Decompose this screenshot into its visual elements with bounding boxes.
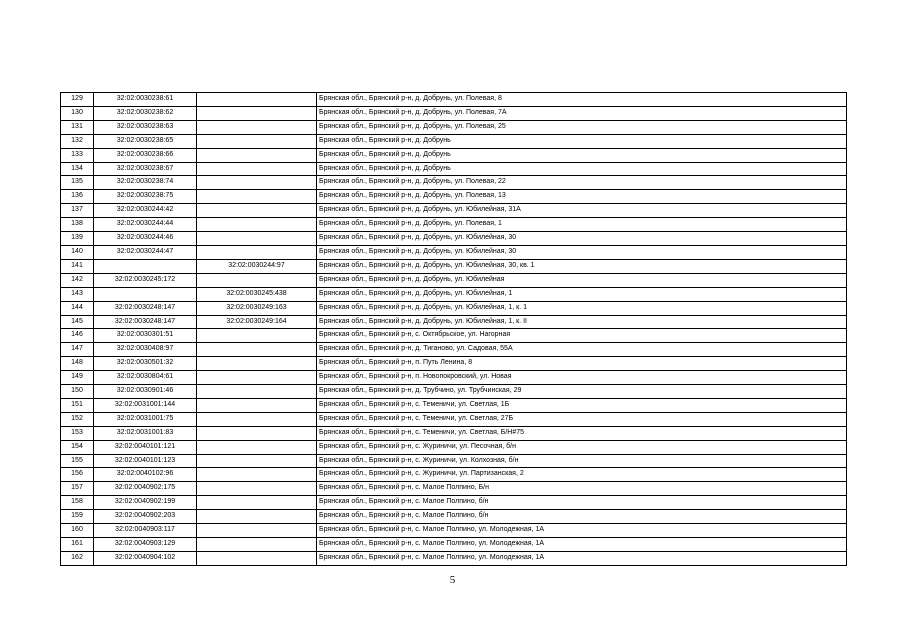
address-cell: Брянская обл., Брянский р-н, с. Малое Полпино, б/н bbox=[317, 510, 847, 524]
object-cadastral-number-cell bbox=[197, 190, 317, 204]
cadastral-number-cell: 32:02:0040902:175 bbox=[94, 482, 197, 496]
object-cadastral-number-cell bbox=[197, 245, 317, 259]
address-cell: Брянская обл., Брянский р-н, д. Добрунь, ул. Юбилейная, 30, кв. 1 bbox=[317, 259, 847, 273]
object-cadastral-number-cell: 32:02:0030249:164 bbox=[197, 315, 317, 329]
cadastral-number-cell bbox=[94, 259, 197, 273]
address-cell: Брянская обл., Брянский р-н, с. Теменичи, ул. Светлая, Б/Н#75 bbox=[317, 426, 847, 440]
address-cell: Брянская обл., Брянский р-н, д. Добрунь, ул. Полевая, 8 bbox=[317, 93, 847, 107]
table-row bbox=[61, 329, 847, 343]
table-row bbox=[61, 204, 847, 218]
row-number-cell: 134 bbox=[61, 162, 94, 176]
row-number-cell: 146 bbox=[61, 329, 94, 343]
row-number-cell: 149 bbox=[61, 371, 94, 385]
object-cadastral-number-cell bbox=[197, 510, 317, 524]
table-row bbox=[61, 510, 847, 524]
object-cadastral-number-cell bbox=[197, 551, 317, 565]
row-number-cell: 158 bbox=[61, 496, 94, 510]
address-cell: Брянская обл., Брянский р-н, п. Новопокровский, ул. Новая bbox=[317, 371, 847, 385]
table-row bbox=[61, 385, 847, 399]
cadastral-number-cell: 32:02:0030248:147 bbox=[94, 315, 197, 329]
row-number-cell: 133 bbox=[61, 148, 94, 162]
table-row bbox=[61, 273, 847, 287]
cadastral-number-cell: 32:02:0030408:97 bbox=[94, 343, 197, 357]
address-cell: Брянская обл., Брянский р-н, д. Тиганово, ул. Садовая, 55А bbox=[317, 343, 847, 357]
table-row bbox=[61, 454, 847, 468]
cadastral-number-cell: 32:02:0030244:46 bbox=[94, 232, 197, 246]
cadastral-number-cell: 32:02:0030244:42 bbox=[94, 204, 197, 218]
row-number-cell: 138 bbox=[61, 218, 94, 232]
row-number-cell: 135 bbox=[61, 176, 94, 190]
row-number-cell: 141 bbox=[61, 259, 94, 273]
object-cadastral-number-cell bbox=[197, 426, 317, 440]
address-cell: Брянская обл., Брянский р-н, с. Теменичи, ул. Светлая, 1Б bbox=[317, 398, 847, 412]
row-number-cell: 143 bbox=[61, 287, 94, 301]
table-row bbox=[61, 287, 847, 301]
object-cadastral-number-cell bbox=[197, 232, 317, 246]
address-cell: Брянская обл., Брянский р-н, д. Добрунь, ул. Юбилейная, 31А bbox=[317, 204, 847, 218]
object-cadastral-number-cell bbox=[197, 148, 317, 162]
row-number-cell: 145 bbox=[61, 315, 94, 329]
address-cell: Брянская обл., Брянский р-н, д. Добрунь bbox=[317, 162, 847, 176]
table-row bbox=[61, 551, 847, 565]
table-row bbox=[61, 190, 847, 204]
row-number-cell: 140 bbox=[61, 245, 94, 259]
object-cadastral-number-cell bbox=[197, 454, 317, 468]
row-number-cell: 132 bbox=[61, 134, 94, 148]
table-row bbox=[61, 468, 847, 482]
row-number-cell: 154 bbox=[61, 440, 94, 454]
cadastral-number-cell: 32:02:0040904:102 bbox=[94, 551, 197, 565]
cadastral-number-cell: 32:02:0030248:147 bbox=[94, 301, 197, 315]
object-cadastral-number-cell bbox=[197, 273, 317, 287]
table-row bbox=[61, 398, 847, 412]
object-cadastral-number-cell bbox=[197, 371, 317, 385]
object-cadastral-number-cell bbox=[197, 482, 317, 496]
cadastral-number-cell: 32:02:0030238:67 bbox=[94, 162, 197, 176]
table-row bbox=[61, 315, 847, 329]
cadastral-number-cell: 32:02:0030901:46 bbox=[94, 385, 197, 399]
object-cadastral-number-cell bbox=[197, 162, 317, 176]
address-cell: Брянская обл., Брянский р-н, с. Малое Полпино, Б/н bbox=[317, 482, 847, 496]
object-cadastral-number-cell bbox=[197, 412, 317, 426]
row-number-cell: 159 bbox=[61, 510, 94, 524]
address-cell: Брянская обл., Брянский р-н, с. Журиничи, ул. Колхозная, б/н bbox=[317, 454, 847, 468]
object-cadastral-number-cell bbox=[197, 538, 317, 552]
address-cell: Брянская обл., Брянский р-н, д. Добрунь, ул. Полевая, 7А bbox=[317, 106, 847, 120]
cadastral-number-cell: 32:02:0030804:61 bbox=[94, 371, 197, 385]
object-cadastral-number-cell: 32:02:0030249:163 bbox=[197, 301, 317, 315]
table-row bbox=[61, 232, 847, 246]
cadastral-number-cell: 32:02:0030238:61 bbox=[94, 93, 197, 107]
object-cadastral-number-cell bbox=[197, 134, 317, 148]
table-row bbox=[61, 148, 847, 162]
cadastral-number-cell bbox=[94, 287, 197, 301]
object-cadastral-number-cell bbox=[197, 176, 317, 190]
object-cadastral-number-cell bbox=[197, 524, 317, 538]
address-cell: Брянская обл., Брянский р-н, д. Добрунь, ул. Юбилейная, 1, к. II bbox=[317, 315, 847, 329]
address-cell: Брянская обл., Брянский р-н, п. Путь Ленина, 8 bbox=[317, 357, 847, 371]
table-row bbox=[61, 162, 847, 176]
object-cadastral-number-cell bbox=[197, 496, 317, 510]
address-cell: Брянская обл., Брянский р-н, с. Малое Полпино, б/н bbox=[317, 496, 847, 510]
table-row bbox=[61, 176, 847, 190]
cadastral-number-cell: 32:02:0040903:129 bbox=[94, 538, 197, 552]
cadastral-number-cell: 32:02:0030238:74 bbox=[94, 176, 197, 190]
address-cell: Брянская обл., Брянский р-н, д. Добрунь bbox=[317, 134, 847, 148]
object-cadastral-number-cell bbox=[197, 398, 317, 412]
table-row bbox=[61, 357, 847, 371]
cadastral-number-cell: 32:02:0031001:144 bbox=[94, 398, 197, 412]
table-row bbox=[61, 259, 847, 273]
table-row bbox=[61, 106, 847, 120]
table-row bbox=[61, 93, 847, 107]
registry-table-body bbox=[61, 93, 847, 566]
cadastral-number-cell: 32:02:0030238:62 bbox=[94, 106, 197, 120]
object-cadastral-number-cell bbox=[197, 106, 317, 120]
object-cadastral-number-cell bbox=[197, 343, 317, 357]
cadastral-number-cell: 32:02:0040902:203 bbox=[94, 510, 197, 524]
row-number-cell: 144 bbox=[61, 301, 94, 315]
object-cadastral-number-cell bbox=[197, 468, 317, 482]
address-cell: Брянская обл., Брянский р-н, д. Добрунь, ул. Полевая, 1 bbox=[317, 218, 847, 232]
table-row bbox=[61, 134, 847, 148]
cadastral-number-cell: 32:02:0030244:47 bbox=[94, 245, 197, 259]
cadastral-number-cell: 32:02:0030301:51 bbox=[94, 329, 197, 343]
table-row bbox=[61, 426, 847, 440]
cadastral-number-cell: 32:02:0030238:63 bbox=[94, 120, 197, 134]
object-cadastral-number-cell: 32:02:0030245:438 bbox=[197, 287, 317, 301]
object-cadastral-number-cell bbox=[197, 93, 317, 107]
cadastral-number-cell: 32:02:0040902:199 bbox=[94, 496, 197, 510]
address-cell: Брянская обл., Брянский р-н, д. Добрунь, ул. Полевая, 25 bbox=[317, 120, 847, 134]
table-row bbox=[61, 496, 847, 510]
address-cell: Брянская обл., Брянский р-н, с. Теменичи, ул. Светлая, 27Б bbox=[317, 412, 847, 426]
row-number-cell: 157 bbox=[61, 482, 94, 496]
row-number-cell: 148 bbox=[61, 357, 94, 371]
row-number-cell: 153 bbox=[61, 426, 94, 440]
object-cadastral-number-cell bbox=[197, 385, 317, 399]
row-number-cell: 142 bbox=[61, 273, 94, 287]
address-cell: Брянская обл., Брянский р-н, с. Малое Полпино, ул. Молодежная, 1А bbox=[317, 524, 847, 538]
table-row bbox=[61, 482, 847, 496]
cadastral-number-cell: 32:02:0040903:117 bbox=[94, 524, 197, 538]
row-number-cell: 136 bbox=[61, 190, 94, 204]
address-cell: Брянская обл., Брянский р-н, с. Малое Полпино, ул. Молодежная, 1А bbox=[317, 538, 847, 552]
row-number-cell: 152 bbox=[61, 412, 94, 426]
address-cell: Брянская обл., Брянский р-н, д. Добрунь, ул. Юбилейная, 30 bbox=[317, 232, 847, 246]
cadastral-number-cell: 32:02:0030245:172 bbox=[94, 273, 197, 287]
table-row bbox=[61, 218, 847, 232]
table-row bbox=[61, 245, 847, 259]
cadastral-number-cell: 32:02:0030238:65 bbox=[94, 134, 197, 148]
address-cell: Брянская обл., Брянский р-н, д. Трубчино, ул. Трубчинская, 29 bbox=[317, 385, 847, 399]
address-cell: Брянская обл., Брянский р-н, с. Малое Полпино, ул. Молодежная, 1А bbox=[317, 551, 847, 565]
row-number-cell: 151 bbox=[61, 398, 94, 412]
row-number-cell: 137 bbox=[61, 204, 94, 218]
row-number-cell: 130 bbox=[61, 106, 94, 120]
object-cadastral-number-cell bbox=[197, 440, 317, 454]
row-number-cell: 129 bbox=[61, 93, 94, 107]
cadastral-number-cell: 32:02:0040101:121 bbox=[94, 440, 197, 454]
address-cell: Брянская обл., Брянский р-н, с. Октябрьское, ул. Нагорная bbox=[317, 329, 847, 343]
object-cadastral-number-cell bbox=[197, 218, 317, 232]
address-cell: Брянская обл., Брянский р-н, д. Добрунь, ул. Полевая, 13 bbox=[317, 190, 847, 204]
table-row bbox=[61, 343, 847, 357]
table-row bbox=[61, 301, 847, 315]
row-number-cell: 162 bbox=[61, 551, 94, 565]
row-number-cell: 155 bbox=[61, 454, 94, 468]
address-cell: Брянская обл., Брянский р-н, д. Добрунь, ул. Юбилейная, 1 bbox=[317, 287, 847, 301]
row-number-cell: 139 bbox=[61, 232, 94, 246]
address-cell: Брянская обл., Брянский р-н, с. Журиничи, ул. Песочная, б/н bbox=[317, 440, 847, 454]
cadastral-number-cell: 32:02:0030238:75 bbox=[94, 190, 197, 204]
object-cadastral-number-cell bbox=[197, 204, 317, 218]
row-number-cell: 156 bbox=[61, 468, 94, 482]
cadastral-number-cell: 32:02:0030501:32 bbox=[94, 357, 197, 371]
cadastral-number-cell: 32:02:0040101:123 bbox=[94, 454, 197, 468]
address-cell: Брянская обл., Брянский р-н, д. Добрунь, ул. Полевая, 22 bbox=[317, 176, 847, 190]
object-cadastral-number-cell bbox=[197, 120, 317, 134]
row-number-cell: 161 bbox=[61, 538, 94, 552]
table-row bbox=[61, 538, 847, 552]
registry-table bbox=[60, 92, 847, 566]
cadastral-number-cell: 32:02:0031001:75 bbox=[94, 412, 197, 426]
address-cell: Брянская обл., Брянский р-н, д. Добрунь, ул. Юбилейная bbox=[317, 273, 847, 287]
table-row bbox=[61, 120, 847, 134]
address-cell: Брянская обл., Брянский р-н, с. Журиничи, ул. Партизанская, 2 bbox=[317, 468, 847, 482]
row-number-cell: 131 bbox=[61, 120, 94, 134]
address-cell: Брянская обл., Брянский р-н, д. Добрунь, ул. Юбилейная, 30 bbox=[317, 245, 847, 259]
table-row bbox=[61, 440, 847, 454]
address-cell: Брянская обл., Брянский р-н, д. Добрунь, ул. Юбилейная, 1, к. 1 bbox=[317, 301, 847, 315]
object-cadastral-number-cell bbox=[197, 357, 317, 371]
table-row bbox=[61, 412, 847, 426]
cadastral-number-cell: 32:02:0030244:44 bbox=[94, 218, 197, 232]
cadastral-number-cell: 32:02:0030238:66 bbox=[94, 148, 197, 162]
address-cell: Брянская обл., Брянский р-н, д. Добрунь bbox=[317, 148, 847, 162]
row-number-cell: 150 bbox=[61, 385, 94, 399]
cadastral-number-cell: 32:02:0031001:83 bbox=[94, 426, 197, 440]
row-number-cell: 147 bbox=[61, 343, 94, 357]
object-cadastral-number-cell: 32:02:0030244:97 bbox=[197, 259, 317, 273]
row-number-cell: 160 bbox=[61, 524, 94, 538]
object-cadastral-number-cell bbox=[197, 329, 317, 343]
table-row bbox=[61, 524, 847, 538]
page-number: 5 bbox=[449, 574, 456, 586]
cadastral-number-cell: 32:02:0040102:96 bbox=[94, 468, 197, 482]
table-row bbox=[61, 371, 847, 385]
